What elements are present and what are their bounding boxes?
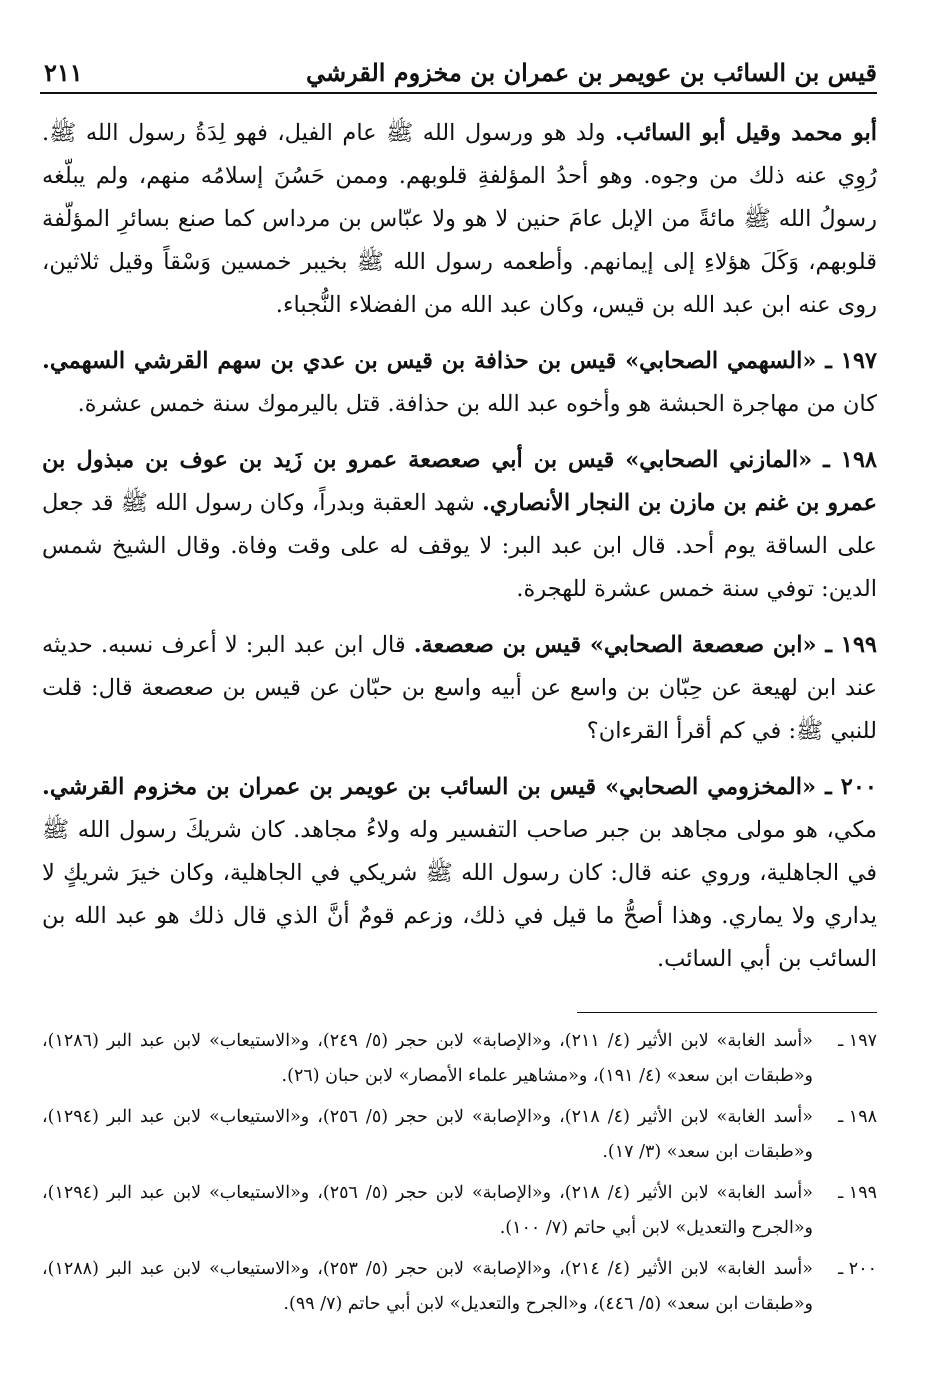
footnote-number: ٢٠٠ ـ	[838, 1259, 877, 1279]
main-text	[42, 112, 877, 981]
footnote-text: «أسد الغابة» لابن الأثير (٤/ ٢١١)، و«الإصابة» لابن حجر (٥/ ٢٤٩)، و«الاستيعاب» لابن عبد البر (١٢٨٦)، و«طبقات ابن سعد» (٤/ ١٩١)، و«مشاهير علماء الأمصار» لابن حبان (٢٦).	[42, 1031, 813, 1086]
entry-number: ١٩٩ ـ	[825, 632, 877, 658]
footnote-200	[42, 1252, 877, 1322]
intro-kunya: أبو محمد وقيل أبو السائب.	[614, 120, 877, 146]
entry-heading: «المخزومي الصحابي» قيس بن السائب بن عويمر بن عمران بن مخزوم القرشي.	[42, 774, 826, 800]
entry-text: شهد العقبة وبدراً، وكان رسول الله ﷺ قد جعل على الساقة يوم أحد. قال ابن عبد البر: لا يوقف له على وقت وفاة. وقال الشيخ شمس الدين: توفي سنة خمس عشرة للهجرة.	[42, 490, 877, 602]
intro-paragraph	[42, 112, 877, 327]
entry-200	[42, 766, 877, 981]
entry-197	[42, 340, 877, 426]
footnote-197	[42, 1024, 877, 1094]
entry-number: ٢٠٠ ـ	[825, 774, 877, 800]
footnote-number: ١٩٩ ـ	[838, 1183, 877, 1203]
footnote-text: «أسد الغابة» لابن الأثير (٤/ ٢١٨)، و«الإصابة» لابن حجر (٥/ ٢٥٦)، و«الاستيعاب» لابن عبد البر (١٢٩٤)، و«طبقات ابن سعد» (٣/ ١٧).	[42, 1107, 813, 1162]
entry-198	[42, 439, 877, 611]
entry-heading: «ابن صعصعة الصحابي» قيس بن صعصعة.	[413, 632, 826, 658]
entry-199	[42, 624, 877, 753]
footnote-199	[42, 1176, 877, 1246]
entry-text: مكي، هو مولى مجاهد بن جبر صاحب التفسير وله ولاءُ مجاهد. كان شريكَ رسول الله ﷺ في الجاهلية، وروي عنه قال: كان رسول الله ﷺ شريكي في الجاهلية، وكان خيرَ شريكٍ لا يداري ولا يماري. وهذا أصحُّ ما قيل في ذلك، وزعم قومٌ أنَّ الذي قال ذلك هو عبد الله بن السائب بن أبي السائب.	[42, 817, 877, 972]
footnote-number: ١٩٨ ـ	[838, 1107, 877, 1127]
footnote-text: «أسد الغابة» لابن الأثير (٤/ ٢١٨)، و«الإصابة» لابن حجر (٥/ ٢٥٦)، و«الاستيعاب» لابن عبد البر (١٢٩٤)، و«الجرح والتعديل» لابن أبي حاتم (٧/ ١٠٠).	[42, 1183, 813, 1238]
entry-heading: «السهمي الصحابي» قيس بن حذافة بن قيس بن عدي بن سهم القرشي السهمي.	[42, 348, 826, 374]
page-header	[40, 52, 877, 94]
footnote-text: «أسد الغابة» لابن الأثير (٤/ ٢١٤)، و«الإصابة» لابن حجر (٥/ ٢٥٣)، و«الاستيعاب» لابن عبد البر (١٢٨٨)، و«طبقات ابن سعد» (٥/ ٤٤٦)، و«الجرح والتعديل» لابن أبي حاتم (٧/ ٩٩).	[42, 1259, 813, 1314]
entry-text: قال ابن عبد البر: لا أعرف نسبه. حديثه عند ابن لهيعة عن حِبّان بن واسع عن أبيه واسع بن حبّان عن قيس بن صعصعة قال: قلت للنبي ﷺ: في كم أقرأ القرءان؟	[42, 632, 877, 744]
footnote-198	[42, 1100, 877, 1170]
entry-text: كان من مهاجرة الحبشة هو وأخوه عبد الله بن حذافة. قتل باليرموك سنة خمس عشرة.	[77, 391, 877, 417]
footnotes	[42, 1024, 877, 1328]
page-number: ٢١١	[44, 58, 83, 87]
entry-heading: «المازني الصحابي» قيس بن أبي صعصعة عمرو بن زَيد بن عوف بن مبذول بن عمرو بن غنم بن مازن بن النجار الأنصاري.	[42, 447, 877, 516]
footnote-divider	[577, 1012, 877, 1013]
intro-text: ولد هو ورسول الله ﷺ عام الفيل، فهو لِدَةُ رسول الله ﷺ. رُوِي عنه ذلك من وجوه. وهو أحدُ المؤلفةِ قلوبهم. وممن حَسُنَ إسلامُه منهم، ولم يبلّغه رسولُ الله ﷺ مائةً من الإبل عامَ حنين لا هو ولا عبّاس بن مرداس كما صنع بسائرِ المؤلّفة قلوبهم، وَكَلَ هؤلاءِ إلى إيمانهم. وأطعمه رسول الله ﷺ بخيبر خمسين وَسْقاً وقيل ثلاثين، روى عنه ابن عبد الله بن قيس، وكان عبد الله من الفضلاء النُّجباء.	[42, 120, 877, 318]
entry-number: ١٩٧ ـ	[825, 348, 877, 374]
entry-number: ١٩٨ ـ	[823, 447, 877, 473]
footnote-number: ١٩٧ ـ	[838, 1031, 877, 1051]
running-title: قيس بن السائب بن عويمر بن عمران بن مخزوم القرشي	[305, 58, 877, 87]
